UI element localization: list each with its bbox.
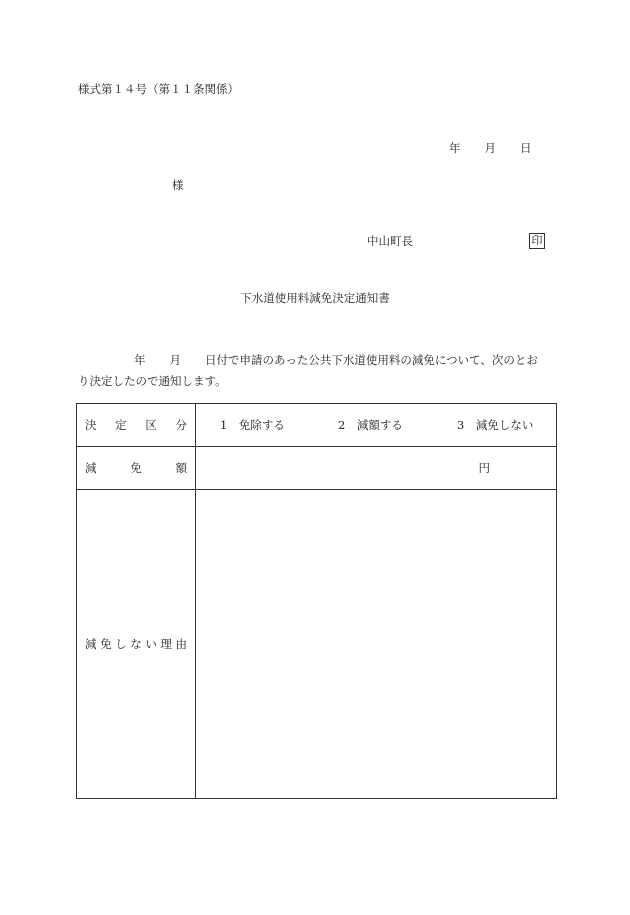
- amount-row: [77, 447, 557, 490]
- decision-row: [77, 404, 557, 447]
- body-paragraph: [78, 350, 548, 392]
- body-year-label: 年: [134, 353, 146, 367]
- seal-mark: 印: [529, 233, 545, 249]
- body-text: 日付で申請のあった公共下水道使用料の減免について、次のとおり決定したので通知します。: [78, 353, 538, 388]
- option-no-reduction[interactable]: 3 減免しない: [457, 418, 534, 432]
- amount-label: [77, 447, 196, 490]
- reason-value-cell[interactable]: [196, 490, 557, 799]
- option-exempt[interactable]: 1 免除する: [220, 418, 285, 432]
- reason-label-char: い: [145, 637, 157, 651]
- date-day-label: 日: [520, 141, 532, 155]
- amount-value-cell[interactable]: [196, 447, 557, 490]
- body-month-label: 月: [169, 353, 181, 367]
- amount-label-char: 免: [130, 461, 142, 475]
- reason-label-char: し: [115, 637, 127, 651]
- decision-label: [77, 404, 196, 447]
- form-number: 様式第１４号（第１１条関係）: [78, 82, 239, 96]
- amount-label-char: 額: [175, 461, 187, 475]
- reason-label: [77, 490, 196, 799]
- decision-label-char: 定: [115, 418, 127, 432]
- decision-options-cell: [196, 404, 557, 447]
- option-reduce[interactable]: 2 減額する: [338, 418, 403, 432]
- date-year-label: 年: [449, 141, 461, 155]
- reason-label-char: 減: [85, 637, 97, 651]
- decision-label-char: 区: [145, 418, 157, 432]
- amount-unit: 円: [478, 461, 490, 475]
- decision-table: [76, 403, 557, 799]
- addressee-suffix: 様: [172, 178, 184, 192]
- decision-label-char: 決: [85, 418, 97, 432]
- amount-label-char: 減: [85, 461, 97, 475]
- reason-label-char: な: [130, 637, 142, 651]
- date-month-label: 月: [484, 141, 496, 155]
- issuer-name: 中山町長: [367, 234, 413, 248]
- reason-label-char: 理: [160, 637, 172, 651]
- date-line: [449, 143, 532, 155]
- reason-label-char: 由: [175, 637, 187, 651]
- document-title: 下水道使用料減免決定通知書: [240, 291, 390, 305]
- reason-label-char: 免: [100, 637, 112, 651]
- reason-row: [77, 490, 557, 799]
- decision-label-char: 分: [175, 418, 187, 432]
